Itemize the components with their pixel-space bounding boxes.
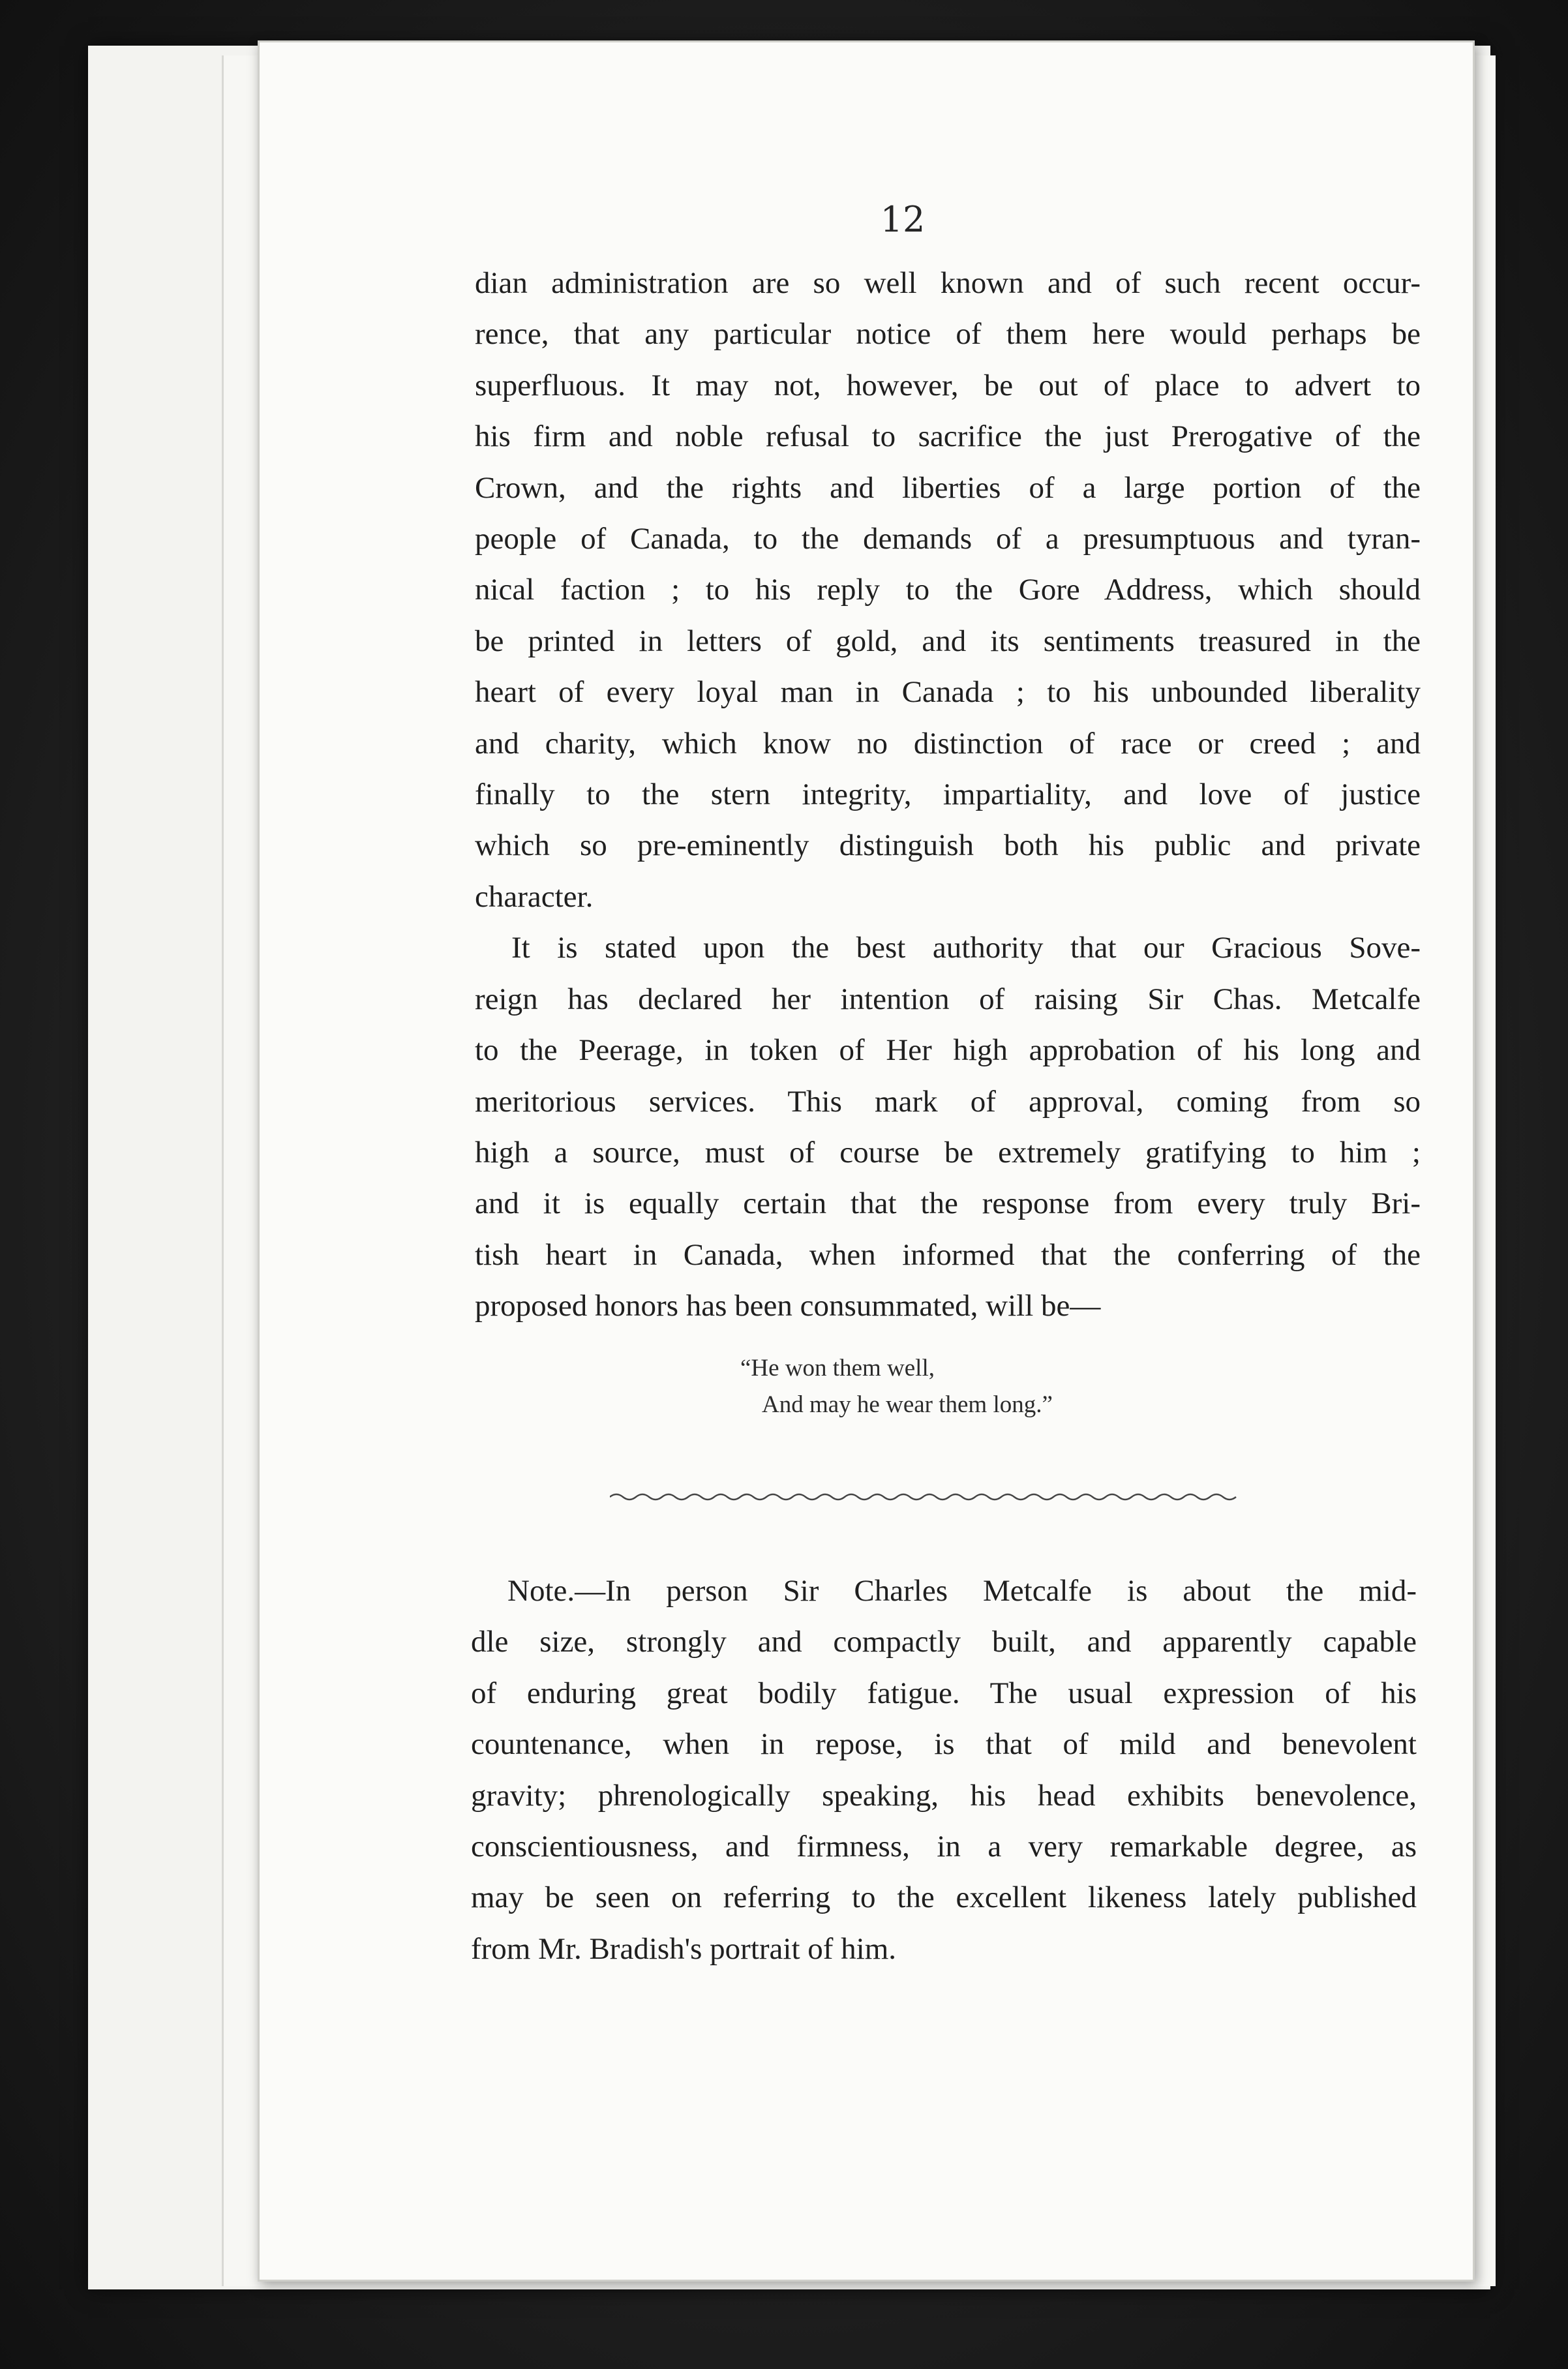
text-line: Crown, and the rights and liberties of a large portion of the [475,470,1421,505]
paragraph-administration [475,258,1421,922]
text-line: finally to the stern integrity, impartiality, and love of justice [475,777,1421,812]
quote-line: “He won them well, [740,1355,935,1381]
text-line: his firm and noble refusal to sacrifice the just Prerogative of the [475,419,1421,454]
note-paragraph [471,1565,1417,1974]
quote-line: And may he wear them long.” [762,1391,1053,1418]
text-line: heart of every loyal man in Canada ; to his unbounded liberality [475,675,1421,710]
text-line: superfluous. It may not, however, be out of place to advert to [475,368,1421,402]
text-line: may be seen on referring to the excellent likeness lately published [471,1880,1417,1915]
text-line: which so pre-eminently distinguish both his public and private [475,828,1421,863]
text-line: gravity; phrenologically speaking, his head exhibits benevolence, [471,1778,1417,1813]
text-line: conscientiousness, and firmness, in a very remarkable degree, as [471,1830,1417,1864]
text-line: nical faction ; to his reply to the Gore Address, which should [475,573,1421,607]
text-line: people of Canada, to the demands of a presumptuous and tyran- [475,522,1421,556]
text-line: high a source, must of course be extremely gratifying to him ; [475,1135,1421,1169]
text-line: to the Peerage, in token of Her high approbation of his long and [475,1033,1421,1068]
text-line: be printed in letters of gold, and its sentiments treasured in the [475,624,1421,658]
text-line: reign has declared her intention of raising Sir Chas. Metcalfe [475,982,1421,1016]
paragraph-peerage [475,922,1421,1331]
text-line: dian administration are so well known and of such recent occur- [475,266,1421,300]
text-line: of enduring great bodily fatigue. The usual expression of his [471,1676,1417,1710]
page-number: 12 [880,199,926,240]
text-line: rence, that any particular notice of them here would perhaps be [475,317,1421,352]
text-line: from Mr. Bradish's portrait of him. [471,1931,897,1966]
main-text [475,258,1421,1332]
text-line: It is stated upon the best authority that our Gracious Sove- [511,931,1421,965]
text-line: dle size, strongly and compactly built, and apparently capable [471,1625,1417,1659]
text-line: proposed honors has been consummated, will be— [475,1289,1101,1323]
text-line: character. [475,879,594,914]
text-line: and charity, which know no distinction of race or creed ; and [475,726,1421,761]
text-line: tish heart in Canada, when informed that the conferring of the [475,1237,1421,1272]
text-line: Note.—In person Sir Charles Metcalfe is about the mid- [507,1574,1417,1608]
text-line: countenance, when in repose, is that of mild and benevolent [471,1727,1417,1762]
text-line: meritorious services. This mark of approval, coming from so [475,1084,1421,1119]
verse-quote [740,1350,1053,1423]
text-line: and it is equally certain that the response from every truly Bri- [475,1186,1421,1221]
wavy-divider [610,1490,1262,1503]
